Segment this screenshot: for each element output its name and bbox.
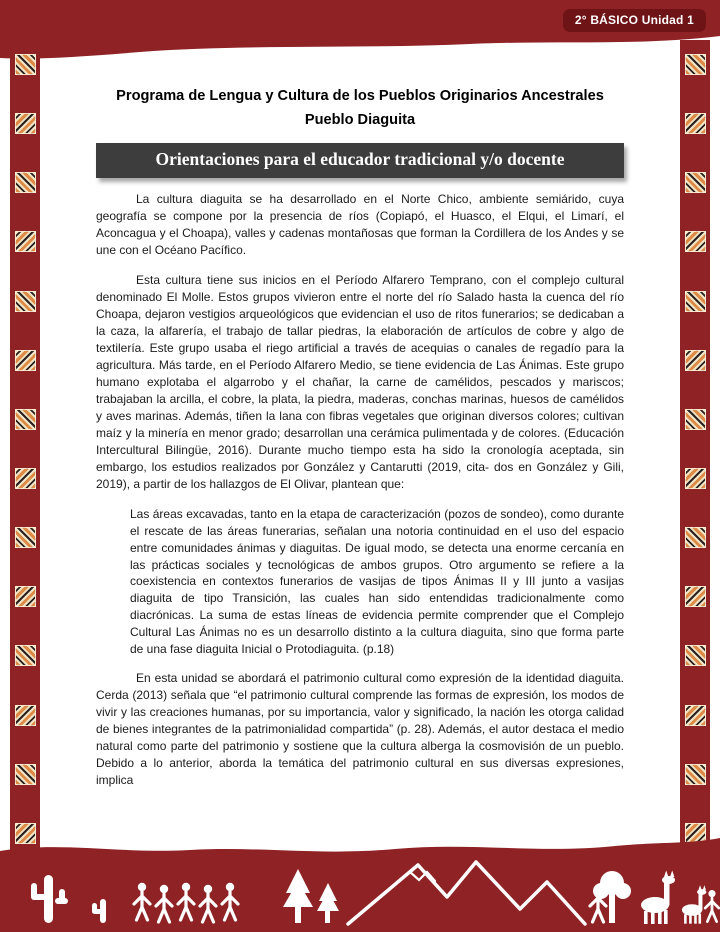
- textile-pattern-icon: [685, 54, 706, 75]
- textile-pattern-icon: [685, 231, 706, 252]
- textile-pattern-icon: [15, 54, 36, 75]
- textile-pattern-icon: [685, 350, 706, 371]
- grade-unit-badge: 2° BÁSICO Unidad 1: [563, 9, 706, 32]
- textile-pattern-icon: [685, 645, 706, 666]
- pueblo-subtitle: Pueblo Diaguita: [304, 112, 416, 129]
- textile-pattern-icon: [15, 468, 36, 489]
- textile-pattern-icon: [15, 527, 36, 548]
- textile-pattern-icon: [685, 764, 706, 785]
- textile-pattern-icon: [685, 468, 706, 489]
- textile-pattern-icon: [685, 409, 706, 430]
- textile-pattern-icon: [15, 586, 36, 607]
- left-ornament-border: [10, 40, 40, 858]
- textile-pattern-icon: [685, 172, 706, 193]
- textile-pattern-icon: [685, 291, 706, 312]
- textile-pattern-icon: [685, 113, 706, 134]
- textile-pattern-icon: [15, 705, 36, 726]
- textile-pattern-icon: [15, 409, 36, 430]
- block-quote-el-olivar: Las áreas excavadas, tanto en la etapa de caracterización (pozos de sondeo), como durante el rescate de las áreas funerarias, señalan una notoria continuidad en el uso del espacio entre comunidades ánimas y diaguitas. De igual modo, se detecta una enorme cercanía en las prácticas sociales y tecnológicas de ambos grupos. Otro argumento se refiere a la coexistencia en contextos funerarios de vasijas de tipos Ánimas II y III junto a vasijas diaguita de tipo Transición, las cuales han sido entendidas tradicionalmente como diacrónicas. La suma de estas líneas de evidencia permite comprender que el Complejo Cultural Las Ánimas no es un desarrollo distinto a la cultura diaguita, sino que forma parte de una fase diaguita Inicial o Protodiaguita. (p.18): [130, 507, 624, 656]
- paragraph-geography: La cultura diaguita se ha desarrollado en el Norte Chico, ambiente semiárido, cuya geografía se compone por la presencia de ríos (Copiapó, el Huasco, el Elqui, el Limarí, el Aconcagua y el Choapa), valles y cadenas montañosas que forman la Cordillera de los Andes y se une con el Océano Pacífico.: [96, 192, 624, 258]
- textile-pattern-icon: [15, 350, 36, 371]
- textile-pattern-icon: [15, 172, 36, 193]
- paragraph-history: Esta cultura tiene sus inicios en el Período Alfarero Temprano, con el complejo cultural denominado El Molle. Estos grupos vivieron entre el norte del río Salado hasta la cuenca del río Choapa, dejaron vestigios arqueológicos que evidencian el uso de ritos funerarios; se dedicaban a la caza, la alfarería, el trabajo de tallar piedras, la elaboración de artículos de cobre y algo de textilería. Este grupo usaba el riego artificial a través de acequias o canales de regadío para la agricultura. Más tarde, en el Período Alfarero Medio, se tiene evidencia de Las Ánimas. Este grupo humano explotaba el algarrobo y el chañar, la carne de camélidos, pescados y mariscos; trabajaban la arcilla, el cobre, la plata, la piedra, maderas, conchas marinas, huesos de camélidos y aves marinas. Además, tiñen la lana con fibras vegetales que originan diversos colores; cultivan maíz y la minería en menor grado; desarrollan una cerámica pulimentada y de colores. (Educación Intercultural Bilingüe, 2016). Durante mucho tiempo esta ha sido la cronología aceptada, sin embargo, los estudios realizados por González y Cantarutti (2019, cita- dos en González y Gili, 2019), a partir de los hallazgos de El Olivar, plantean que:: [96, 273, 624, 492]
- textile-pattern-icon: [15, 113, 36, 134]
- textile-pattern-icon: [685, 586, 706, 607]
- document-content: [96, 0, 624, 789]
- textile-pattern-icon: [685, 705, 706, 726]
- textile-pattern-icon: [15, 764, 36, 785]
- footer-landscape-illustration: [0, 827, 720, 932]
- section-banner: Orientaciones para el educador tradicional y/o docente: [96, 143, 624, 178]
- textile-pattern-icon: [15, 645, 36, 666]
- paragraph-patrimonio: En esta unidad se abordará el patrimonio cultural como expresión de la identidad diaguita. Cerda (2013) señala que “el patrimonio cultural comprende las formas de expresión, los modos de vivir y las creaciones humanas, por su importancia, valor y significado, la nación les otorga calidad de bienes integrantes de la patrimonialidad compartida” (p. 28). Además, el autor destaca el medio natural como parte del patrimonio y sostiene que la cultura alberga la cosmovisión de un pueblo. Debido a lo anterior, aborda la temática del patrimonio cultural en sus diversas expresiones, implica: [96, 671, 624, 788]
- textile-pattern-icon: [685, 527, 706, 548]
- textile-pattern-icon: [15, 231, 36, 252]
- right-ornament-border: [680, 40, 710, 858]
- textile-pattern-icon: [15, 291, 36, 312]
- program-title: Programa de Lengua y Cultura de los Pueblos Originarios Ancestrales: [116, 88, 604, 104]
